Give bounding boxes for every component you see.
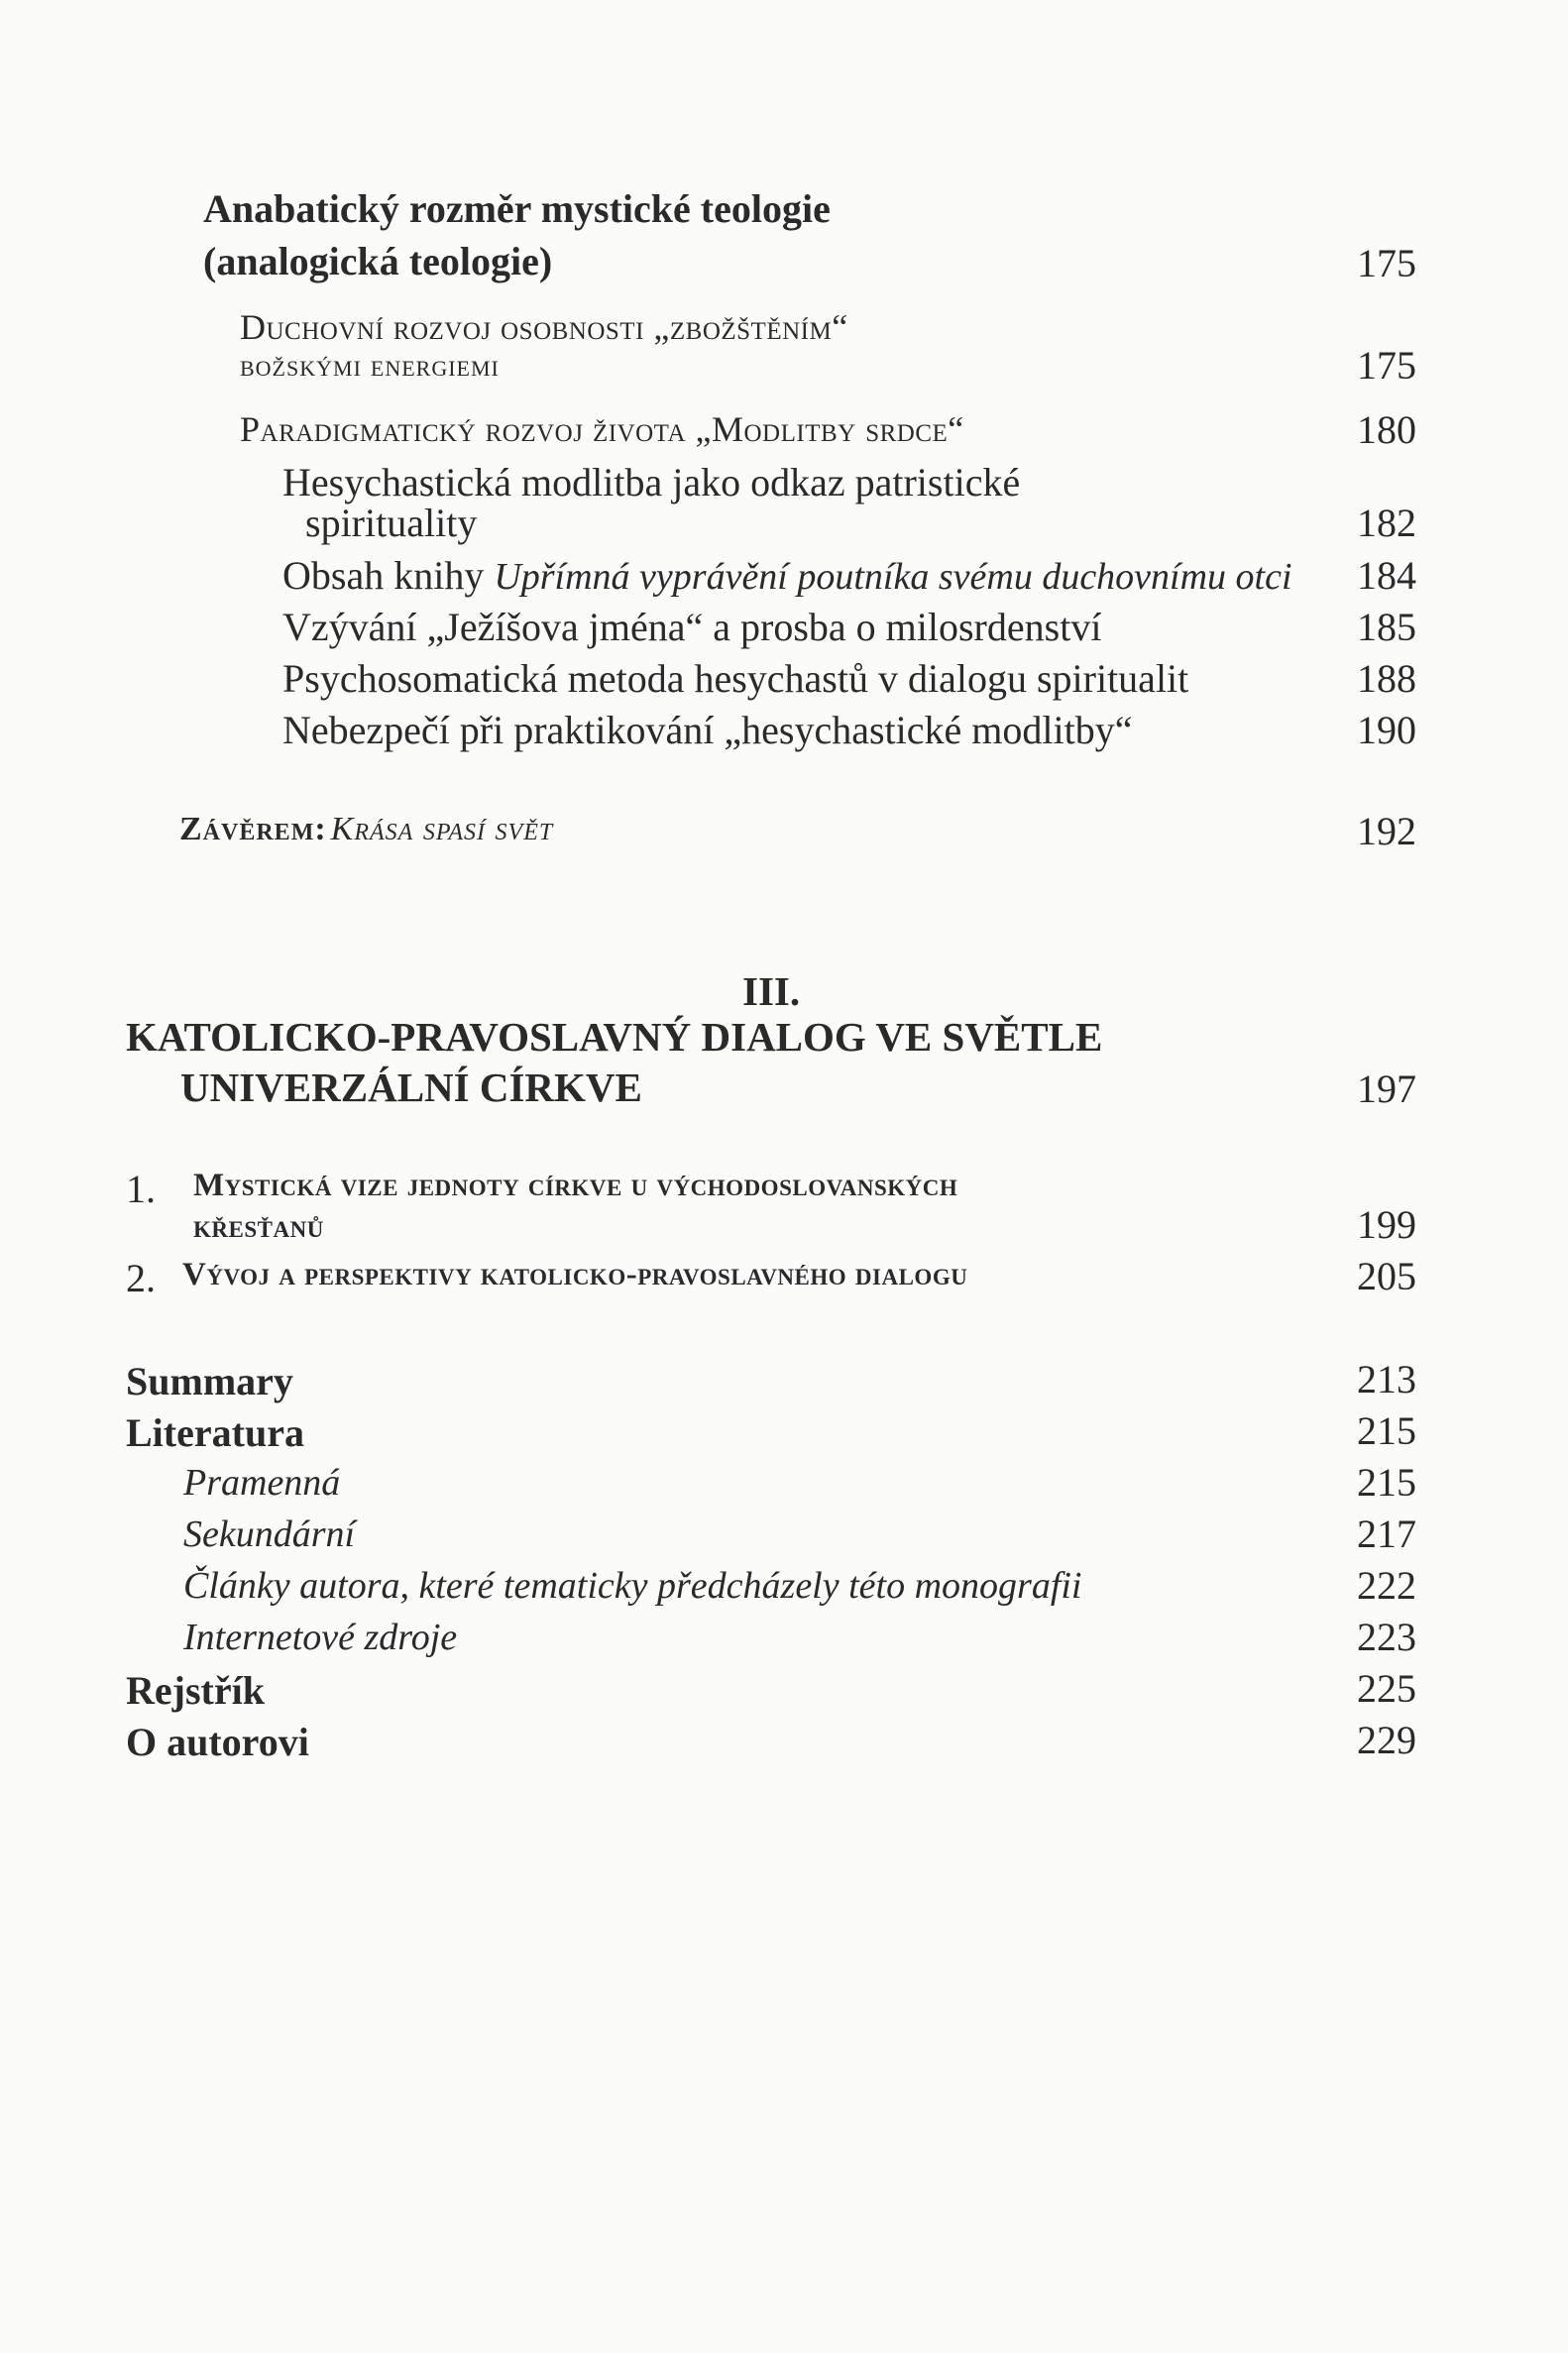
- page-number: 199: [1357, 1202, 1416, 1247]
- page-number: 205: [1357, 1254, 1416, 1298]
- subsection-title: Paradigmatický rozvoj života „Modlitby srdce“: [240, 409, 964, 449]
- summary-label: Summary: [126, 1359, 293, 1403]
- subsection-title-line2: božskými energiemi: [240, 347, 500, 383]
- page-number: 175: [1357, 343, 1416, 388]
- chapter-title-line2: křesťanů: [193, 1209, 324, 1245]
- page-number: 222: [1357, 1563, 1416, 1608]
- chapter-title: Vývoj a perspektivy katolicko-pravoslavného dialogu: [182, 1257, 968, 1292]
- page-number: 188: [1357, 656, 1416, 701]
- literature-item: Internetové zdroje: [183, 1617, 458, 1658]
- toc-item: Vzývání „Ježíšova jména“ a prosba o milosrdenství: [282, 605, 1102, 649]
- literature-item: Pramenná: [183, 1462, 341, 1504]
- page-number: 217: [1357, 1512, 1416, 1556]
- toc-item-line2: spirituality: [305, 501, 478, 545]
- toc-item-line1: Hesychastická modlitba jako odkaz patristické: [282, 460, 1021, 504]
- page-number: 184: [1357, 553, 1416, 598]
- subsection-title-line1: Duchovní rozvoj osobnosti „zbožštěním“: [240, 307, 848, 347]
- chapter-title-line1: Mystická vize jednoty církve u východoslovanských: [193, 1168, 958, 1203]
- page-number: 225: [1357, 1666, 1416, 1711]
- toc-item-italic-title: Upřímná vyprávění poutníka svému duchovnímu otci: [494, 556, 1292, 598]
- toc-item: [282, 552, 1292, 599]
- part-numeral: III.: [742, 968, 801, 1014]
- section-title-line2: (analogická teologie): [203, 239, 553, 283]
- chapter-number: 1.: [126, 1167, 156, 1211]
- part-title-line1: KATOLICKO-PRAVOSLAVNÝ DIALOG VE SVĚTLE: [126, 1014, 1103, 1060]
- rejstrik-label: Rejstřík: [126, 1668, 265, 1713]
- conclusion-label: Závěrem:: [179, 811, 327, 847]
- page-number: 180: [1357, 407, 1416, 452]
- page-number: 213: [1357, 1357, 1416, 1401]
- autor-label: O autorovi: [126, 1720, 309, 1764]
- page-number: 185: [1357, 605, 1416, 649]
- literature-item: Články autora, které tematicky předcházely této monografii: [183, 1565, 1082, 1607]
- literature-item: Sekundární: [183, 1513, 356, 1555]
- literatura-label: Literatura: [126, 1410, 304, 1455]
- chapter-number: 2.: [126, 1256, 156, 1300]
- page-number: 192: [1357, 809, 1416, 853]
- page-number: 190: [1357, 708, 1416, 752]
- conclusion-entry: [179, 811, 553, 848]
- page-number: 197: [1357, 1066, 1416, 1111]
- section-title-line1: Anabatický rozměr mystické teologie: [203, 186, 831, 231]
- part-title-line2: UNIVERZÁLNÍ CÍRKVE: [180, 1064, 642, 1110]
- page-number: 175: [1357, 241, 1416, 285]
- conclusion-title: Krása spasí svět: [330, 811, 554, 847]
- page-number: 223: [1357, 1615, 1416, 1659]
- page-number: 229: [1357, 1718, 1416, 1762]
- page-number: 182: [1357, 501, 1416, 545]
- toc-item-prefix: Obsah knihy: [282, 553, 495, 598]
- page-number: 215: [1357, 1408, 1416, 1453]
- toc-item: Psychosomatická metoda hesychastů v dialogu spiritualit: [282, 656, 1189, 701]
- toc-item: Nebezpečí při praktikování „hesychastické modlitby“: [282, 708, 1133, 752]
- page-number: 215: [1357, 1460, 1416, 1505]
